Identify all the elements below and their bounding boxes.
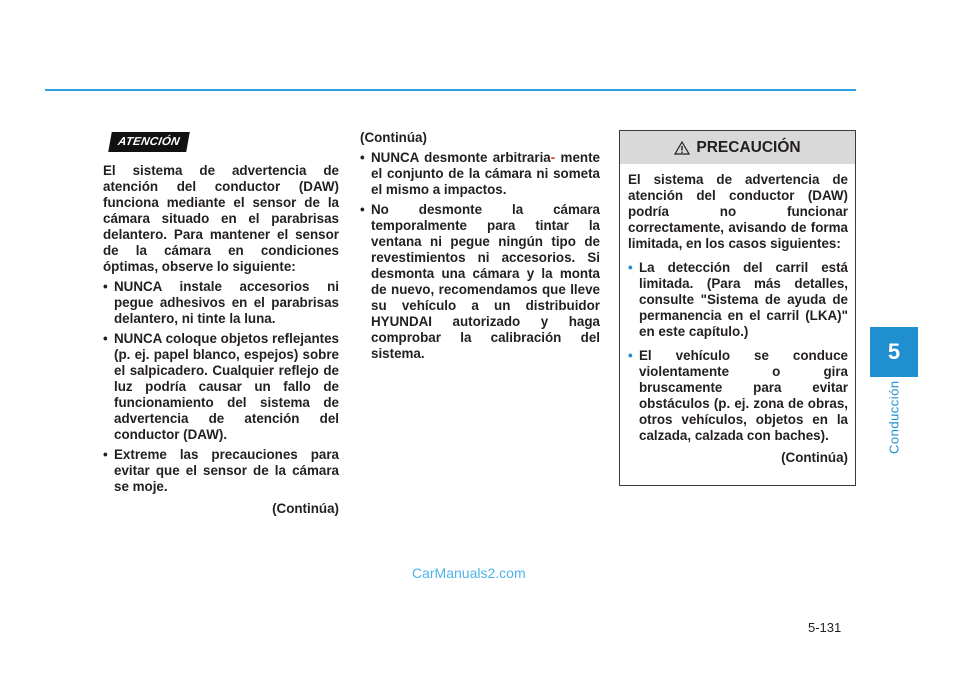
list-item-text-rest: mente el conjunto de la cámara ni someta el mismo a impactos. — [371, 150, 600, 197]
list-item-text: El vehículo se conduce violentamente o gira bruscamente para evitar obstáculos (p. ej. zona de obras, otros vehículos, objetos en la calzada, calzada con baches). — [639, 348, 848, 443]
list-item-text: NUNCA instale accesorios ni pegue adhesivos en el parabrisas delantero, ni tinte la luna. — [114, 279, 339, 326]
attention-list — [103, 279, 339, 495]
attention-intro: El sistema de advertencia de atención del conductor (DAW) funciona mediante el sensor de la cámara situado en el parabrisas delantero. Para mantener el sensor de la cámara en condiciones óptimas, observe lo siguiente: — [103, 163, 339, 274]
caution-box — [619, 130, 856, 486]
list-item — [103, 447, 339, 495]
middle-list — [360, 150, 600, 362]
warning-triangle-icon — [674, 141, 690, 155]
chapter-number-tab: 5 — [870, 327, 918, 377]
bullet-icon: • — [103, 279, 108, 294]
bullet-icon: • — [360, 150, 365, 165]
list-item-text: No desmonte la cámara temporalmente para tintar la ventana ni pegue ningún tipo de revestimientos ni accesorios. Si desmonta una cámara y la monta de nuevo, recomendamos que lleve su vehículo a un distribuidor HYUNDAI autorizado y haga comprobar la calibración del sistema. — [371, 202, 600, 361]
list-item — [360, 150, 600, 198]
caution-list — [628, 260, 848, 444]
hyphen-mark: - — [550, 150, 556, 165]
left-column — [103, 130, 339, 517]
continues-label: (Continúa) — [272, 501, 339, 516]
list-item-text: La detección del carril está limitada. (Para más detalles, consulte "Sistema de ayuda de permanencia en el carril (LKA)" en este capítulo.) — [639, 260, 848, 339]
list-item — [628, 260, 848, 340]
bullet-icon: • — [103, 447, 108, 462]
list-item — [628, 348, 848, 444]
bullet-icon: • — [628, 348, 633, 363]
caution-intro: El sistema de advertencia de atención del conductor (DAW) podría no funcionar correctamente, avisando de forma limitada, en los casos siguientes: — [628, 172, 848, 251]
list-item-text: NUNCA coloque objetos reflejantes (p. ej. papel blanco, espejos) sobre el salpicadero. Cualquier reflejo de luz podría causar un fallo de funcionamiento del sistema de advertencia de atención del conductor (DAW). — [114, 331, 339, 442]
watermark-link[interactable]: CarManuals2.com — [412, 565, 526, 581]
continued-heading: (Continúa) — [360, 130, 427, 145]
list-item-text: NUNCA desmonte arbitraria — [371, 150, 551, 165]
header-rule — [45, 89, 856, 91]
list-item-text: Extreme las precauciones para evitar que el sensor de la cámara se moje. — [114, 447, 339, 494]
attention-badge: ATENCIÓN — [108, 132, 189, 152]
caution-body — [620, 164, 855, 466]
caution-title: PRECAUCIÓN — [696, 138, 801, 156]
list-item — [360, 202, 600, 362]
bullet-icon: • — [360, 202, 365, 217]
list-item — [103, 279, 339, 327]
chapter-name: Conducción — [886, 380, 902, 454]
bullet-icon: • — [103, 331, 108, 346]
bullet-icon: • — [628, 260, 633, 275]
page-number: 5-131 — [808, 620, 842, 635]
caution-header — [620, 131, 855, 164]
list-item — [103, 331, 339, 443]
middle-column — [360, 130, 600, 366]
continues-label: (Continúa) — [781, 450, 848, 465]
